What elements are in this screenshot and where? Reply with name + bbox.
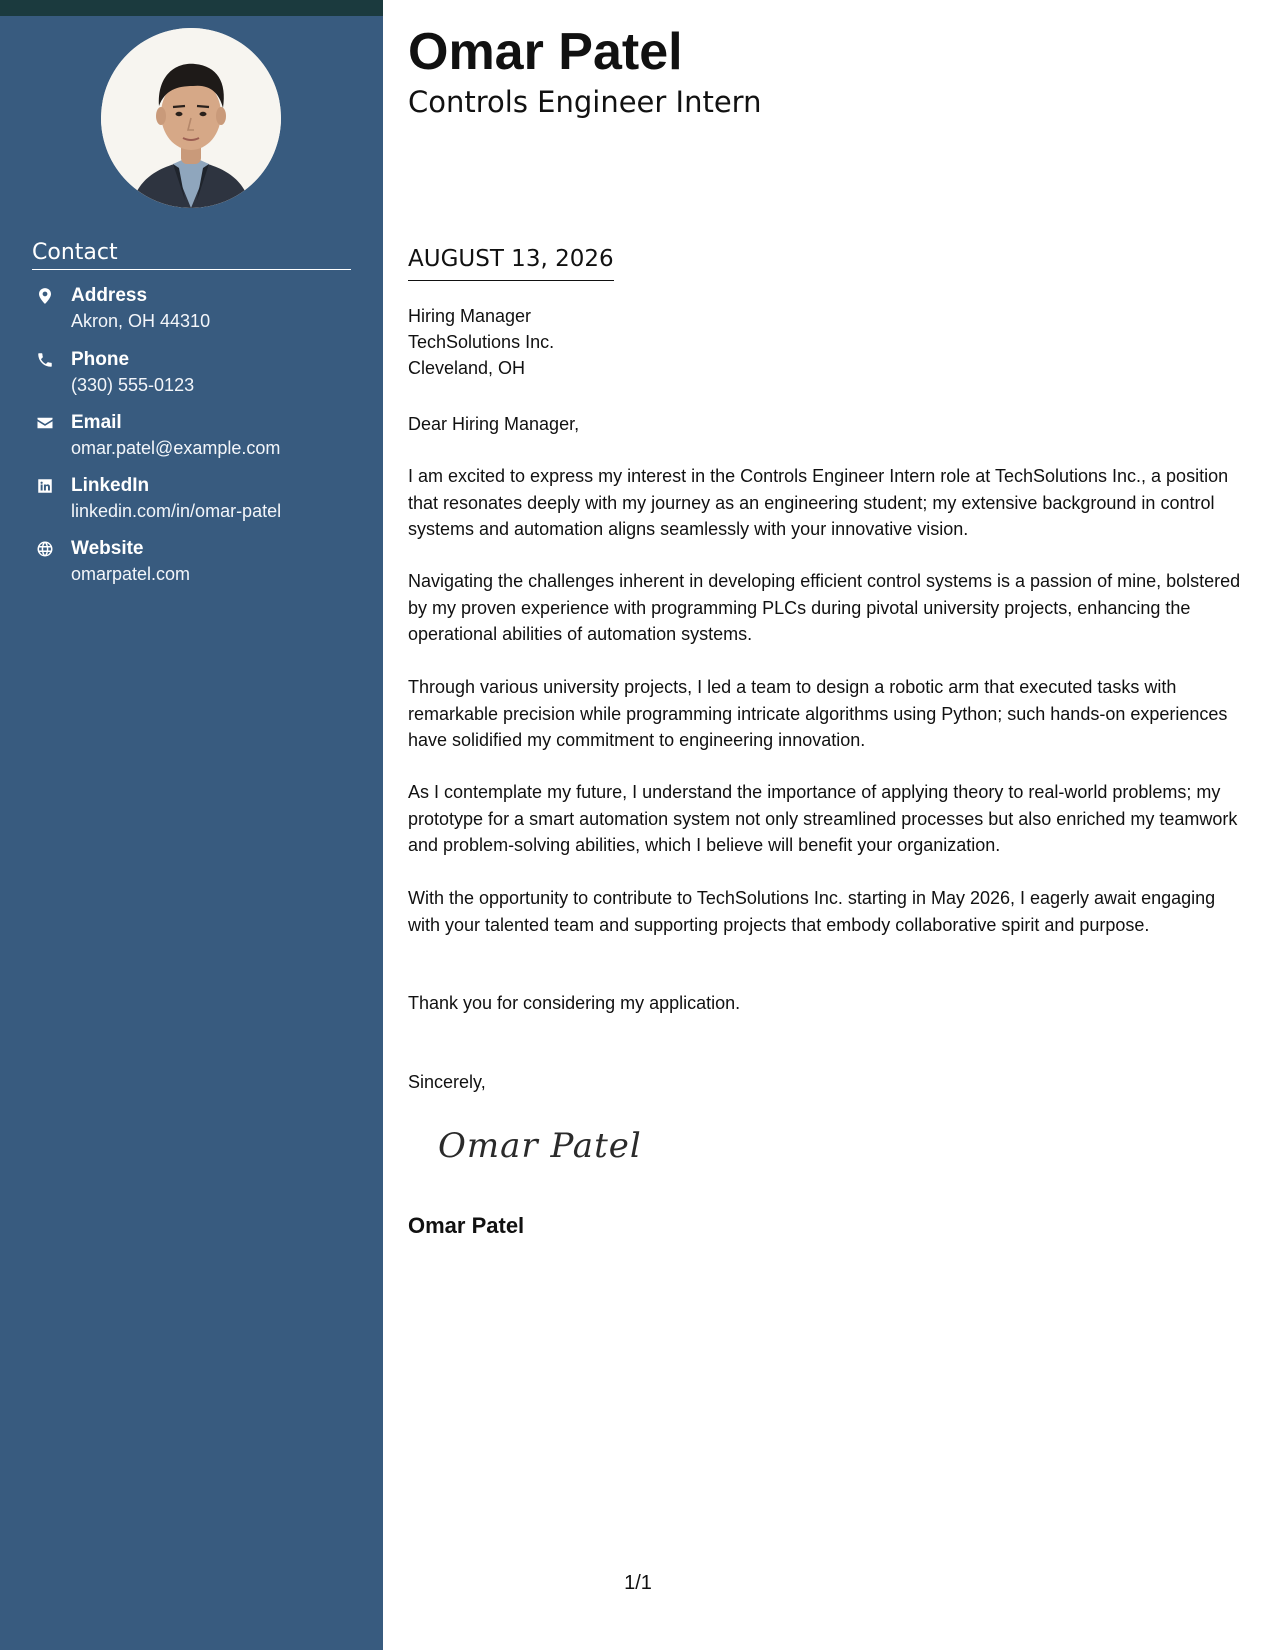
paragraph: As I contemplate my future, I understand the importance of applying theory to real-world problems; my prototype for a smart automation system not only streamlined processes but also enriched my teamwork and problem-solving abilities, which I believe will benefit your organization. <box>408 782 1238 855</box>
globe-icon <box>32 538 58 560</box>
envelope-icon <box>32 412 58 434</box>
contact-value: omarpatel.com <box>71 564 191 584</box>
paragraph: Through various university projects, I led a team to design a robotic arm that executed tasks with remarkable precision while programming intricate algorithms using Python; such hands-on experiences have solidified my commitment to engineering innovation. <box>408 677 1228 750</box>
recipient-line: Cleveland, OH <box>408 358 526 378</box>
signer-name: Omar Patel <box>408 1213 525 1238</box>
handwritten-signature: Omar Patel <box>438 1126 642 1166</box>
contact-label: Address <box>71 285 148 306</box>
contact-label: Email <box>71 412 122 433</box>
contact-value: linkedin.com/in/omar-patel <box>71 501 282 521</box>
paragraph: Navigating the challenges inherent in developing efficient control systems is a passion of mine, bolstered by my proven experience with programming PLCs during pivotal university projects, enhancing the operational abilities of automation systems. <box>408 571 1241 644</box>
applicant-name: Omar Patel <box>408 23 683 81</box>
page-number: 1/1 <box>624 1572 652 1594</box>
contact-label: Phone <box>71 349 130 370</box>
linkedin-icon <box>32 475 58 497</box>
paragraph: Thank you for considering my application. <box>408 993 741 1013</box>
sidebar-top-bar <box>0 0 383 16</box>
profile-photo <box>101 28 281 208</box>
contact-label: LinkedIn <box>71 475 150 496</box>
letter-date: AUGUST 13, 2026 <box>408 244 614 281</box>
paragraph: With the opportunity to contribute to TechSolutions Inc. starting in May 2026, I eagerly await engaging with your talented team and supporting projects that embody collaborative spirit and purpose. <box>408 888 1216 935</box>
closing: Sincerely, <box>408 1072 486 1092</box>
sidebar <box>0 0 383 1650</box>
paragraph: I am excited to express my interest in the Controls Engineer Intern role at TechSolutions Inc., a position that resonates deeply with my journey as an engineering student; my extensive background in control systems and automation aligns seamlessly with your innovative vision. <box>408 466 1229 539</box>
recipient-line: TechSolutions Inc. <box>408 332 555 352</box>
applicant-title: Controls Engineer Intern <box>408 85 762 119</box>
recipient-line: Hiring Manager <box>408 306 532 326</box>
recipient-block <box>408 303 554 381</box>
contact-value: Akron, OH 44310 <box>71 311 211 331</box>
map-pin-icon <box>32 285 58 307</box>
avatar <box>101 28 281 208</box>
greeting: Dear Hiring Manager, <box>408 414 580 434</box>
phone-icon <box>32 349 58 371</box>
contact-value: (330) 555-0123 <box>71 375 195 395</box>
contact-value: omar.patel@example.com <box>71 438 281 458</box>
contact-label: Website <box>71 538 144 559</box>
contact-heading: Contact <box>32 240 351 270</box>
